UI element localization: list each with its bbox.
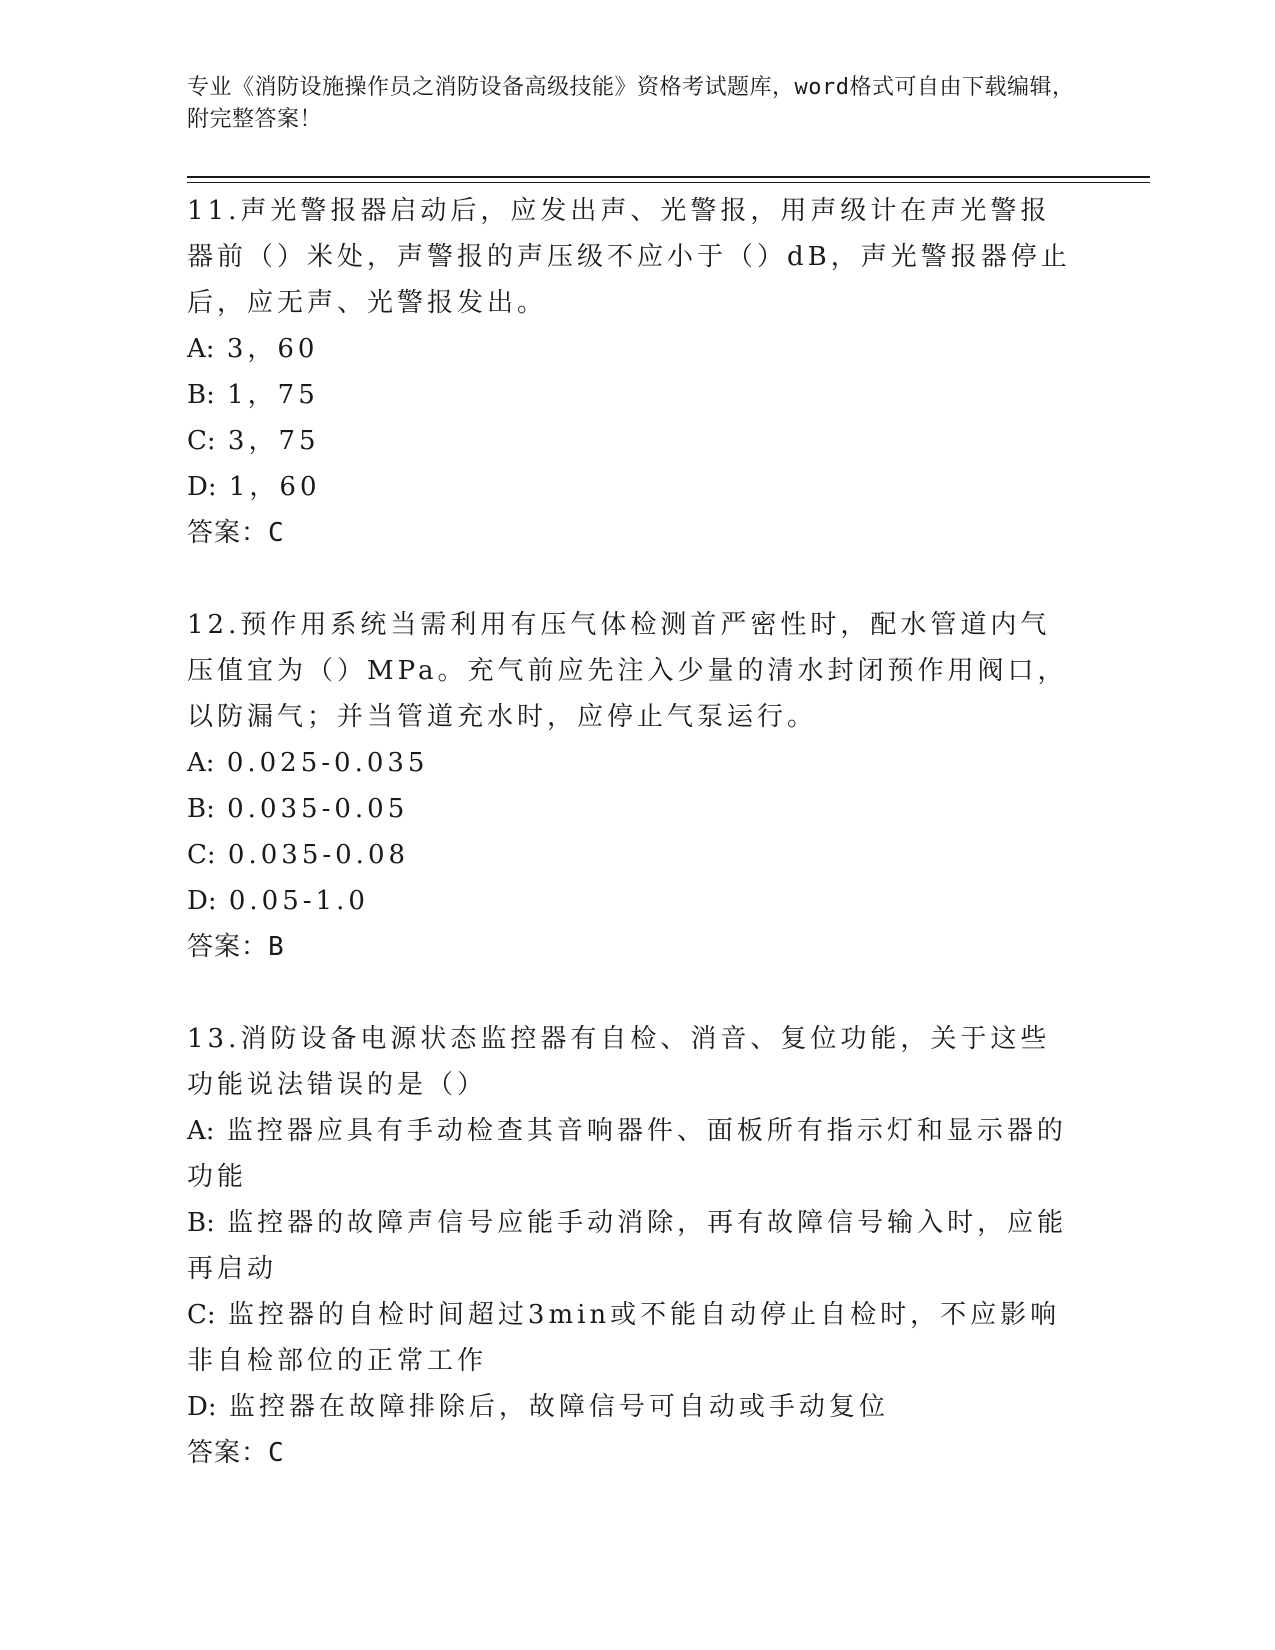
question-list (187, 188, 1077, 1522)
option-b (187, 372, 1077, 418)
question-stem: 13.消防设备电源状态监控器有自检、消音、复位功能，关于这些功能说法错误的是（） (187, 1024, 1051, 1100)
option-d (187, 464, 1077, 510)
header-divider-thick (187, 176, 1150, 178)
option-label: B: (187, 380, 215, 410)
answer-line: 答案：C (187, 518, 285, 548)
option-text: 监控器应具有手动检查其音响器件、面板所有指示灯和显示器的功能 (187, 1116, 1067, 1192)
option-label: D: (187, 472, 217, 502)
option-text: 1，75 (227, 380, 319, 410)
option-d (187, 878, 1077, 924)
option-text: 监控器的故障声信号应能手动消除，再有故障信号输入时，应能再启动 (187, 1208, 1068, 1284)
option-text: 3，75 (227, 426, 320, 456)
option-text: 0.035-0.08 (227, 840, 410, 870)
option-text: 监控器的自检时间超过3min或不能自动停止自检时，不应影响非自检部位的正常工作 (187, 1300, 1061, 1376)
option-d (187, 1384, 1077, 1430)
option-label: C: (187, 1300, 216, 1330)
option-text: 3，60 (226, 334, 319, 364)
option-label: D: (187, 1392, 217, 1422)
question-item (187, 602, 1077, 970)
question-item (187, 1016, 1077, 1476)
option-text: 1，60 (228, 472, 321, 502)
option-a (187, 326, 1077, 372)
option-text: 监控器在故障排除后，故障信号可自动或手动复位 (228, 1392, 889, 1422)
option-label: B: (187, 1208, 215, 1238)
option-label: C: (187, 840, 216, 870)
option-label: A: (187, 1116, 215, 1146)
option-text: 0.025-0.035 (226, 748, 429, 778)
option-b (187, 786, 1077, 832)
question-item (187, 188, 1077, 556)
option-text: 0.05-1.0 (228, 886, 369, 916)
option-a (187, 1108, 1077, 1200)
option-label: A: (187, 748, 215, 778)
option-label: A: (187, 334, 215, 364)
answer-line: 答案：C (187, 1438, 285, 1468)
option-label: C: (187, 426, 216, 456)
option-c (187, 418, 1077, 464)
option-c (187, 1292, 1077, 1384)
option-c (187, 832, 1077, 878)
option-label: D: (187, 886, 217, 916)
header-divider-thin (187, 182, 1150, 183)
answer-line: 答案：B (187, 932, 285, 962)
document-header: 专业《消防设施操作员之消防设备高级技能》资格考试题库，word格式可自由下载编辑，附完整答案！ (187, 75, 1075, 132)
option-text: 0.035-0.05 (227, 794, 409, 824)
option-b (187, 1200, 1077, 1292)
question-stem: 12.预作用系统当需利用有压气体检测首严密性时，配水管道内气压值宜为（）MPa。充气前应先注入少量的清水封闭预作用阀口，以防漏气；并当管道充水时，应停止气泵运行。 (187, 610, 1068, 732)
option-a (187, 740, 1077, 786)
question-stem: 11.声光警报器启动后，应发出声、光警报，用声级计在声光警报器前（）米处，声警报的声压级不应小于（）dB，声光警报器停止后，应无声、光警报发出。 (187, 196, 1071, 318)
option-label: B: (187, 794, 215, 824)
